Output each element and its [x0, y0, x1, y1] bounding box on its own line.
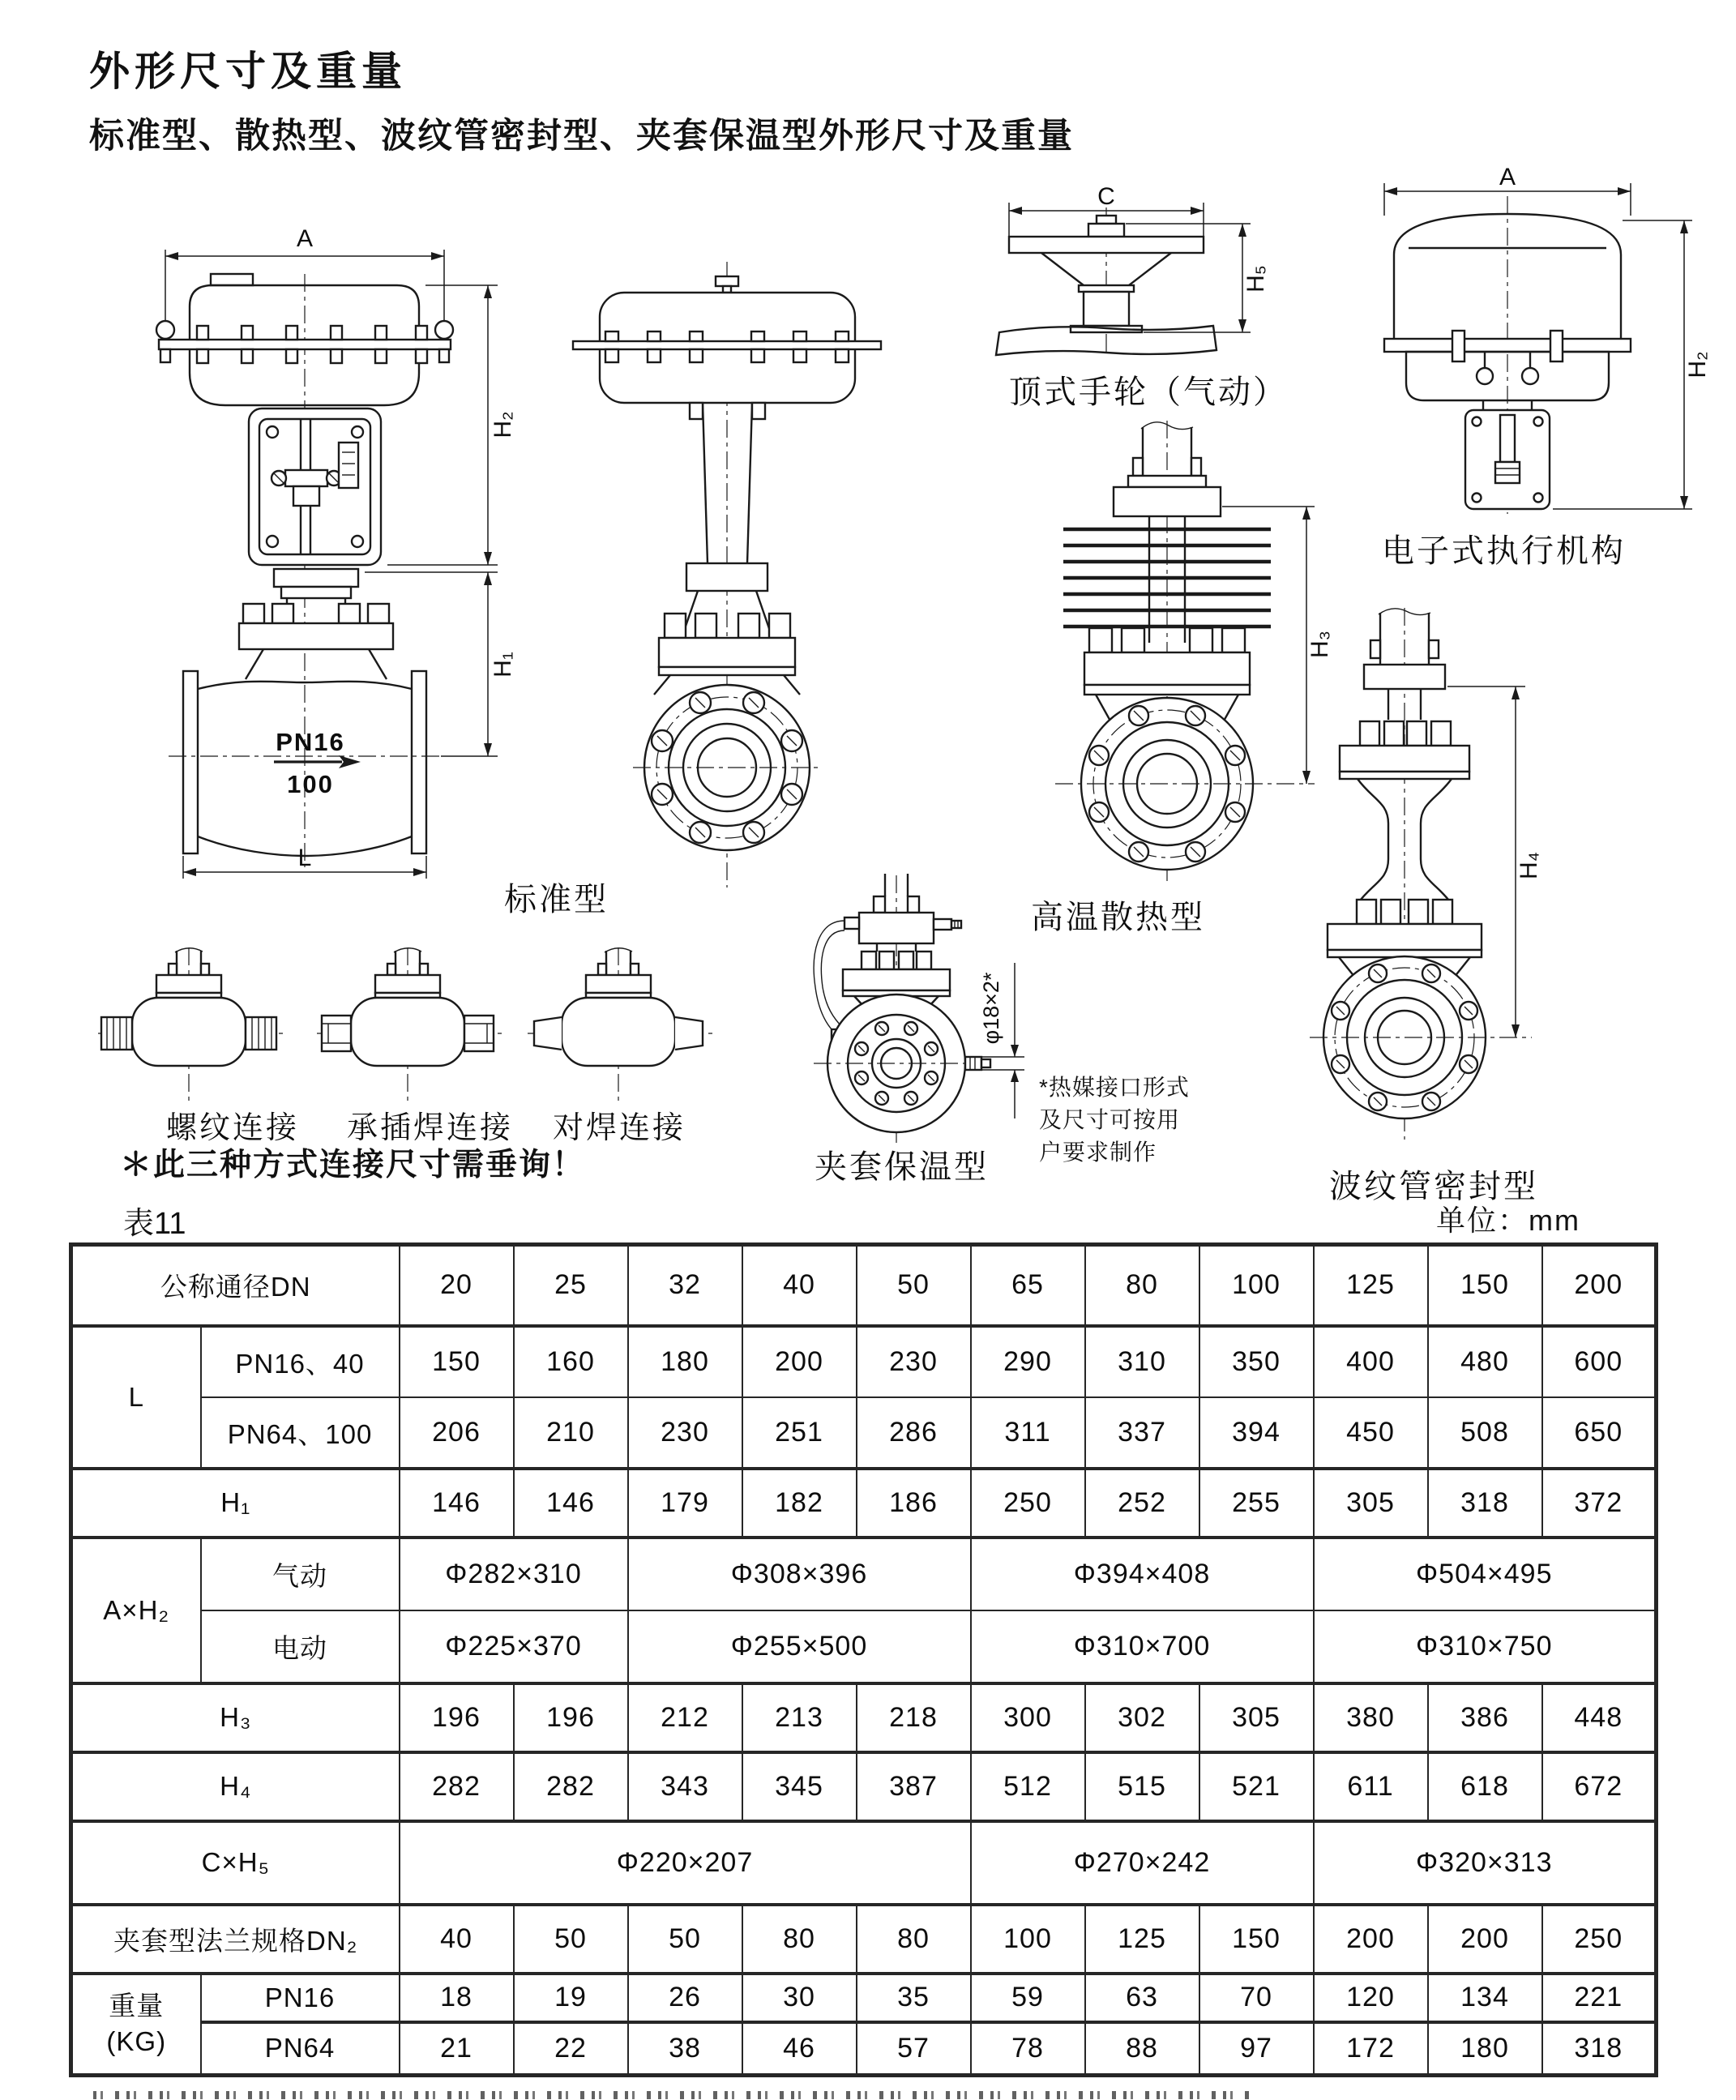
table-cell: Φ255×500	[628, 1610, 971, 1683]
row-weight-pn64	[71, 2022, 1657, 2076]
table-cell: 196	[514, 1683, 628, 1752]
table-cell: 508	[1428, 1397, 1542, 1469]
jacketed-type-drawing	[794, 874, 1037, 1156]
table-cell: Φ320×313	[1314, 1821, 1657, 1905]
dim-label-h3: H₃	[1306, 631, 1333, 658]
table-cell: Φ308×396	[628, 1538, 971, 1610]
flange-face	[633, 685, 821, 850]
table-cell: 125	[1314, 1245, 1428, 1326]
top-box	[843, 874, 961, 1007]
threaded-connection-drawing	[93, 944, 288, 1106]
table-cell: 480	[1428, 1326, 1542, 1397]
body-mark-pn: PN16	[276, 728, 345, 756]
weight-unit: (KG)	[106, 2026, 167, 2057]
table-cell: 255	[1199, 1469, 1314, 1538]
table-cell: 250	[971, 1469, 1085, 1538]
connection-note: ＊此三种方式连接尺寸需垂询！	[120, 1148, 586, 1183]
table-cell: Φ282×310	[400, 1538, 628, 1610]
row-label: L	[71, 1326, 201, 1469]
row-DN2	[71, 1905, 1657, 1974]
table-cell: 200	[1542, 1245, 1657, 1326]
table-cell: 618	[1428, 1752, 1542, 1821]
table-cell: 18	[400, 1974, 514, 2022]
table-cell: 172	[1314, 2022, 1428, 2076]
label-jacketed-type: 夹套保温型	[815, 1149, 989, 1185]
row-H3	[71, 1683, 1657, 1752]
table-cell: 350	[1199, 1326, 1314, 1397]
row-L-pn16-40	[71, 1326, 1657, 1397]
table-cell: 186	[857, 1469, 971, 1538]
table-cell: 282	[400, 1752, 514, 1821]
row-sublabel: PN16、40	[201, 1326, 400, 1397]
positioner-yoke	[249, 408, 381, 565]
table-cell: 134	[1428, 1974, 1542, 2022]
dim-label-a: A	[296, 225, 314, 252]
table-cell: 26	[628, 1974, 742, 2022]
row-label: H₄	[71, 1752, 400, 1821]
standard-type-front-drawing	[563, 239, 952, 900]
table-cell: 50	[514, 1905, 628, 1974]
table-cell: 97	[1199, 2022, 1314, 2076]
row-sublabel: 气动	[201, 1538, 400, 1610]
table-cell: Φ394×408	[971, 1538, 1314, 1610]
table-cell: 57	[857, 2022, 971, 2076]
jacketed-note-line1: *热媒接口形式	[1039, 1075, 1190, 1100]
row-label	[71, 1974, 201, 2076]
jacket-flange-face	[814, 994, 994, 1132]
page-title: 外形尺寸及重量	[89, 49, 407, 94]
flange-face	[1055, 698, 1315, 870]
row-H1	[71, 1469, 1657, 1538]
table-cell: 179	[628, 1469, 742, 1538]
row-label: 夹套型法兰规格DN₂	[71, 1905, 400, 1974]
table-cell: 318	[1542, 2022, 1657, 2076]
row-sublabel: PN16	[201, 1974, 400, 2022]
unit-label: 单位：mm	[1436, 1204, 1580, 1237]
row-H4	[71, 1752, 1657, 1821]
dim-H2-electronic	[1553, 220, 1711, 509]
table-cell: 394	[1199, 1397, 1314, 1469]
table-cell: 218	[857, 1683, 971, 1752]
table-cell: 120	[1314, 1974, 1428, 2022]
bellows-type-drawing	[1289, 598, 1637, 1159]
table-number: 表11	[123, 1207, 186, 1241]
table-cell: 80	[1085, 1245, 1199, 1326]
table-cell: 337	[1085, 1397, 1199, 1469]
table-cell: 286	[857, 1397, 971, 1469]
label-socket-weld-connection: 承插焊连接	[347, 1111, 514, 1145]
table-cell: 521	[1199, 1752, 1314, 1821]
label-threaded-connection: 螺纹连接	[166, 1111, 300, 1145]
table-cell: 512	[971, 1752, 1085, 1821]
label-handwheel: 顶式手轮（气动）	[1009, 374, 1288, 410]
table-cell: 50	[628, 1905, 742, 1974]
table-cell: 21	[400, 2022, 514, 2076]
table-cell: 305	[1314, 1469, 1428, 1538]
table-cell: 212	[628, 1683, 742, 1752]
dimensions-table	[69, 1242, 1658, 2077]
table-cell: 35	[857, 1974, 971, 2022]
table-cell: 88	[1085, 2022, 1199, 2076]
table-cell: Φ310×750	[1314, 1610, 1657, 1683]
row-weight-pn16	[71, 1974, 1657, 2022]
table-cell: 387	[857, 1752, 971, 1821]
table-cell: 345	[742, 1752, 857, 1821]
row-sublabel: 电动	[201, 1610, 400, 1683]
standard-type-side-drawing	[81, 203, 551, 887]
table-cell: 252	[1085, 1469, 1199, 1538]
table-cell: 50	[857, 1245, 971, 1326]
table-cell: 213	[742, 1683, 857, 1752]
table-cell: 251	[742, 1397, 857, 1469]
page-subtitle: 标准型、散热型、波纹管密封型、夹套保温型外形尺寸及重量	[89, 117, 1074, 156]
weight-label: 重量	[109, 1991, 165, 2021]
table-cell: 302	[1085, 1683, 1199, 1752]
table-cell: 250	[1542, 1905, 1657, 1974]
table-cell: 200	[742, 1326, 857, 1397]
table-cell: 650	[1542, 1397, 1657, 1469]
body-mark-dn: 100	[287, 770, 334, 798]
label-radiator-type: 高温散热型	[1031, 900, 1205, 935]
table-cell: 282	[514, 1752, 628, 1821]
dim-label-l: L	[297, 845, 312, 871]
table-cell: 32	[628, 1245, 742, 1326]
table-cell: 343	[628, 1752, 742, 1821]
table-cell: 318	[1428, 1469, 1542, 1538]
row-sublabel: PN64、100	[201, 1397, 400, 1469]
table-cell: 20	[400, 1245, 514, 1326]
table-cell: 290	[971, 1326, 1085, 1397]
row-label: H₁	[71, 1469, 400, 1538]
socket-weld-connection-drawing	[312, 944, 507, 1106]
row-CxH5	[71, 1821, 1657, 1905]
table-cell: 150	[1199, 1905, 1314, 1974]
dim-label-h5: H₅	[1242, 265, 1269, 293]
table-cell: 230	[857, 1326, 971, 1397]
label-electronic-actuator: 电子式执行机构	[1382, 533, 1626, 569]
table-cell: 22	[514, 2022, 628, 2076]
dim-label-h4: H₄	[1516, 852, 1542, 879]
dim-label-h1: H₁	[490, 652, 516, 678]
table-cell: 150	[1428, 1245, 1542, 1326]
table-cell: 310	[1085, 1326, 1199, 1397]
table-cell: 372	[1542, 1469, 1657, 1538]
handwheel-drawing	[993, 183, 1325, 360]
table-cell: 200	[1314, 1905, 1428, 1974]
table-cell: 448	[1542, 1683, 1657, 1752]
table-cell: 180	[1428, 2022, 1542, 2076]
table-cell: 311	[971, 1397, 1085, 1469]
table-cell: 150	[400, 1326, 514, 1397]
dim-label-h2: H₂	[490, 411, 516, 438]
table-cell: 100	[1199, 1245, 1314, 1326]
table-cell: 210	[514, 1397, 628, 1469]
table-cell: 30	[742, 1974, 857, 2022]
butt-weld-connection-drawing	[523, 944, 717, 1106]
table-cell: 38	[628, 2022, 742, 2076]
table-cell: 46	[742, 2022, 857, 2076]
table-cell: Φ225×370	[400, 1610, 628, 1683]
table-cell: 380	[1314, 1683, 1428, 1752]
table-cell: 300	[971, 1683, 1085, 1752]
table-cell: 100	[971, 1905, 1085, 1974]
table-cell: Φ220×207	[400, 1821, 971, 1905]
table-cell: 600	[1542, 1326, 1657, 1397]
row-label: A×H₂	[71, 1538, 201, 1683]
label-butt-weld-connection: 对焊连接	[553, 1111, 686, 1145]
table-cell: 146	[400, 1469, 514, 1538]
table-cell: 80	[857, 1905, 971, 1974]
dim-label-a2: A	[1499, 164, 1516, 190]
clipped-footnote-remnant	[93, 2091, 1252, 2099]
jacketed-note-line2: 及尺寸可按用	[1039, 1107, 1181, 1132]
dim-L	[183, 845, 426, 879]
dim-phi18x2	[979, 963, 1024, 1118]
heating-pipe	[814, 921, 844, 1039]
table-cell: 386	[1428, 1683, 1542, 1752]
table-cell: 25	[514, 1245, 628, 1326]
table-cell: 59	[971, 1974, 1085, 2022]
row-AxH2-pneumatic	[71, 1538, 1657, 1610]
table-cell: 160	[514, 1326, 628, 1397]
table-cell: 182	[742, 1469, 857, 1538]
row-label: 公称通径DN	[71, 1245, 400, 1326]
jacketed-note-line3: 户要求制作	[1039, 1140, 1157, 1165]
table-cell: 40	[742, 1245, 857, 1326]
label-standard-type: 标准型	[504, 882, 609, 917]
table-cell: 70	[1199, 1974, 1314, 2022]
dim-label-h2b: H₂	[1684, 351, 1711, 379]
table-cell: 78	[971, 2022, 1085, 2076]
electronic-actuator-drawing	[1362, 164, 1736, 515]
dim-H1	[365, 572, 516, 756]
table-cell: Φ504×495	[1314, 1538, 1657, 1610]
row-dn	[71, 1245, 1657, 1326]
table-cell: 206	[400, 1397, 514, 1469]
table-cell: 672	[1542, 1752, 1657, 1821]
table-cell: Φ310×700	[971, 1610, 1314, 1683]
table-cell: 400	[1314, 1326, 1428, 1397]
table-cell: 450	[1314, 1397, 1428, 1469]
diaphragm-actuator-front	[573, 276, 881, 403]
table-cell: 80	[742, 1905, 857, 1974]
table-cell: 230	[628, 1397, 742, 1469]
table-cell: 221	[1542, 1974, 1657, 2022]
row-L-pn64-100	[71, 1397, 1657, 1469]
row-label: C×H₅	[71, 1821, 400, 1905]
row-sublabel: PN64	[201, 2022, 400, 2076]
table-cell: 63	[1085, 1974, 1199, 2022]
upper-flange	[1340, 721, 1469, 779]
table-cell: 180	[628, 1326, 742, 1397]
label-bellows-type: 波纹管密封型	[1329, 1169, 1538, 1204]
dim-label-phi: φ18×2*	[979, 972, 1003, 1045]
dim-label-c: C	[1097, 183, 1115, 210]
table-cell: 65	[971, 1245, 1085, 1326]
table-cell: 19	[514, 1974, 628, 2022]
row-AxH2-electric	[71, 1610, 1657, 1683]
table-cell: 196	[400, 1683, 514, 1752]
table-cell: Φ270×242	[971, 1821, 1314, 1905]
table-cell: 611	[1314, 1752, 1428, 1821]
table-cell: 40	[400, 1905, 514, 1974]
table-cell: 305	[1199, 1683, 1314, 1752]
table-cell: 146	[514, 1469, 628, 1538]
table-cell: 200	[1428, 1905, 1542, 1974]
row-label: H₃	[71, 1683, 400, 1752]
jacketed-note	[1039, 1071, 1190, 1169]
flange-face	[1310, 956, 1532, 1118]
table-cell: 515	[1085, 1752, 1199, 1821]
table-cell: 125	[1085, 1905, 1199, 1974]
